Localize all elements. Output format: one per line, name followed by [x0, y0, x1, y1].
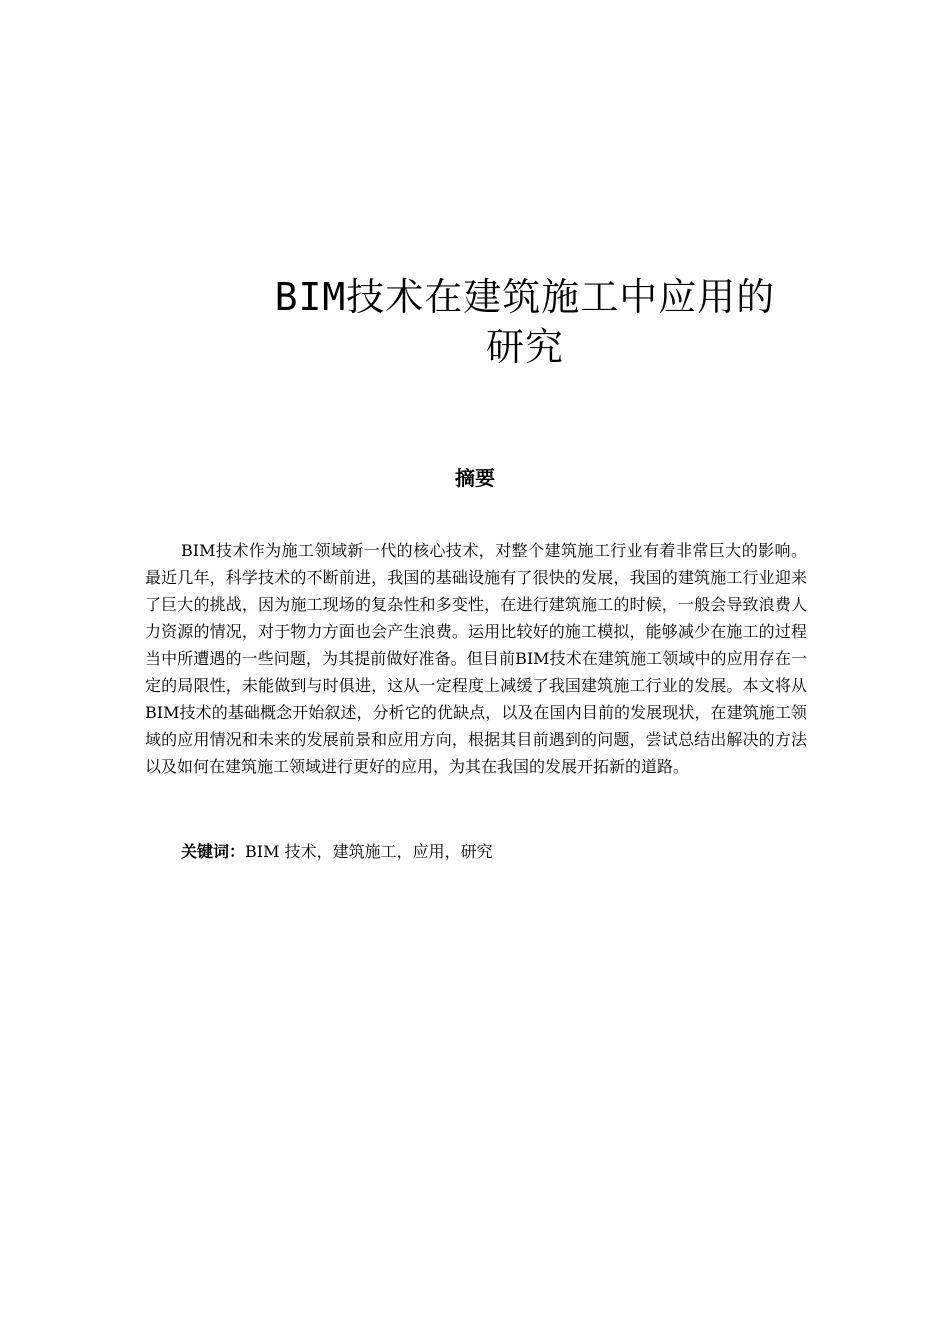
paper-title-line-1: BIM技术在建筑施工中应用的	[274, 275, 776, 319]
paper-title	[180, 272, 870, 372]
paper-title-line-2: 研究	[485, 325, 564, 369]
keywords-value: BIM 技术，建筑施工，应用，研究	[245, 842, 493, 861]
abstract-paragraph: BIM技术作为施工领域新一代的核心技术，对整个建筑施工行业有着非常巨大的影响。最近几年，科学技术的不断前进，我国的基础设施有了很快的发展，我国的建筑施工行业迎来了巨大的挑战，因为施工现场的复杂性和多变性，在进行建筑施工的时候，一般会导致浪费人力资源的情况，对于物力方面也会产生浪费。运用比较好的施工模拟，能够减少在施工的过程当中所遭遇的一些问题，为其提前做好准备。但目前BIM技术在建筑施工领域中的应用存在一定的局限性，未能做到与时俱进，这从一定程度上减缓了我国建筑施工行业的发展。本文将从BIM技术的基础概念开始叙述，分析它的优缺点，以及在国内目前的发展现状，在建筑施工领域的应用情况和未来的发展前景和应用方向，根据其目前遇到的问题，尝试总结出解决的方法以及如何在建筑施工领域进行更好的应用，为其在我国的发展开拓新的道路。	[145, 541, 807, 776]
keywords-label: 关键词：	[181, 842, 246, 861]
keywords-line	[145, 838, 807, 865]
abstract-heading: 摘要	[455, 466, 495, 490]
